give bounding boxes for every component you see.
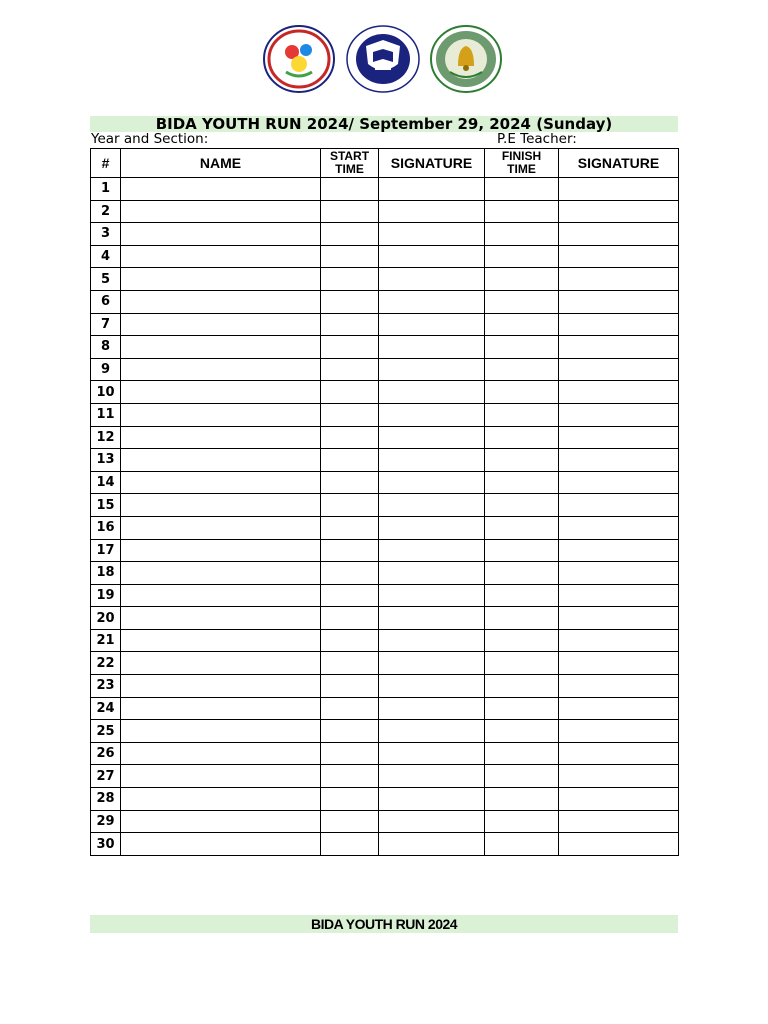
col-header-name: NAME <box>121 149 321 178</box>
name-cell[interactable] <box>121 449 321 472</box>
table-row <box>91 358 679 381</box>
signature-start-cell[interactable] <box>379 539 485 562</box>
row-number: 14 <box>91 471 121 494</box>
signature-start-cell[interactable] <box>379 584 485 607</box>
table-row <box>91 336 679 359</box>
signature-start-cell[interactable] <box>379 449 485 472</box>
row-number: 17 <box>91 539 121 562</box>
signature-finish-cell[interactable] <box>559 381 679 404</box>
name-cell[interactable] <box>121 720 321 743</box>
finish-time-cell[interactable] <box>485 290 559 313</box>
signature-finish-cell[interactable] <box>559 200 679 223</box>
finish-time-cell[interactable] <box>485 833 559 856</box>
signature-finish-cell[interactable] <box>559 697 679 720</box>
start-time-cell[interactable] <box>321 268 379 291</box>
row-number: 7 <box>91 313 121 336</box>
table-row <box>91 697 679 720</box>
col-header-number: # <box>91 149 121 178</box>
name-cell[interactable] <box>121 313 321 336</box>
name-cell[interactable] <box>121 290 321 313</box>
start-time-cell[interactable] <box>321 313 379 336</box>
table-header-row <box>91 149 679 178</box>
table-row <box>91 178 679 201</box>
signature-start-cell[interactable] <box>379 810 485 833</box>
start-time-label: TIME <box>335 162 364 176</box>
table-row <box>91 584 679 607</box>
start-time-cell[interactable] <box>321 810 379 833</box>
name-cell[interactable] <box>121 675 321 698</box>
start-time-cell[interactable] <box>321 403 379 426</box>
name-cell[interactable] <box>121 539 321 562</box>
signature-finish-cell[interactable] <box>559 720 679 743</box>
start-time-cell[interactable] <box>321 833 379 856</box>
finish-time-cell[interactable] <box>485 516 559 539</box>
table-body <box>91 178 679 856</box>
signature-start-cell[interactable] <box>379 426 485 449</box>
name-cell[interactable] <box>121 403 321 426</box>
start-time-cell[interactable] <box>321 494 379 517</box>
finish-time-cell[interactable] <box>485 358 559 381</box>
finish-time-cell[interactable] <box>485 742 559 765</box>
signature-finish-cell[interactable] <box>559 652 679 675</box>
finish-time-cell[interactable] <box>485 810 559 833</box>
table-row <box>91 607 679 630</box>
signature-finish-cell[interactable] <box>559 584 679 607</box>
row-number: 21 <box>91 629 121 652</box>
col-header-start-time <box>321 149 379 178</box>
signature-start-cell[interactable] <box>379 562 485 585</box>
finish-time-cell[interactable] <box>485 494 559 517</box>
col-header-signature-finish: SIGNATURE <box>559 149 679 178</box>
signature-finish-cell[interactable] <box>559 494 679 517</box>
table-row <box>91 788 679 811</box>
finish-time-cell[interactable] <box>485 584 559 607</box>
finish-time-cell[interactable] <box>485 471 559 494</box>
row-number: 5 <box>91 268 121 291</box>
row-number: 24 <box>91 697 121 720</box>
table-row <box>91 562 679 585</box>
start-time-cell[interactable] <box>321 426 379 449</box>
table-row <box>91 268 679 291</box>
table-row <box>91 200 679 223</box>
finish-time-cell[interactable] <box>485 652 559 675</box>
row-number: 15 <box>91 494 121 517</box>
row-number: 13 <box>91 449 121 472</box>
row-number: 12 <box>91 426 121 449</box>
name-cell[interactable] <box>121 833 321 856</box>
start-time-cell[interactable] <box>321 720 379 743</box>
start-time-cell[interactable] <box>321 607 379 630</box>
signature-start-cell[interactable] <box>379 381 485 404</box>
row-number: 1 <box>91 178 121 201</box>
row-number: 29 <box>91 810 121 833</box>
finish-time-cell[interactable] <box>485 403 559 426</box>
signature-finish-cell[interactable] <box>559 245 679 268</box>
name-cell[interactable] <box>121 245 321 268</box>
signature-finish-cell[interactable] <box>559 516 679 539</box>
table-row <box>91 539 679 562</box>
start-time-cell[interactable] <box>321 629 379 652</box>
start-time-cell[interactable] <box>321 223 379 246</box>
row-number: 28 <box>91 788 121 811</box>
start-time-cell[interactable] <box>321 471 379 494</box>
start-time-cell[interactable] <box>321 675 379 698</box>
row-number: 10 <box>91 381 121 404</box>
finish-time-cell[interactable] <box>485 200 559 223</box>
signature-start-cell[interactable] <box>379 403 485 426</box>
signature-start-cell[interactable] <box>379 607 485 630</box>
table-row <box>91 290 679 313</box>
signature-finish-cell[interactable] <box>559 290 679 313</box>
table-row <box>91 742 679 765</box>
signature-start-cell[interactable] <box>379 675 485 698</box>
name-cell[interactable] <box>121 810 321 833</box>
signature-start-cell[interactable] <box>379 268 485 291</box>
signature-start-cell[interactable] <box>379 336 485 359</box>
finish-time-cell[interactable] <box>485 223 559 246</box>
finish-label: FINISH <box>501 149 542 163</box>
signature-start-cell[interactable] <box>379 178 485 201</box>
signature-finish-cell[interactable] <box>559 403 679 426</box>
name-cell[interactable] <box>121 381 321 404</box>
table-row <box>91 516 679 539</box>
name-cell[interactable] <box>121 200 321 223</box>
row-number: 16 <box>91 516 121 539</box>
name-cell[interactable] <box>121 358 321 381</box>
col-header-finish-time <box>485 149 559 178</box>
finish-time-cell[interactable] <box>485 607 559 630</box>
name-cell[interactable] <box>121 516 321 539</box>
signature-finish-cell[interactable] <box>559 765 679 788</box>
institution-seal-logo <box>430 24 502 94</box>
signature-finish-cell[interactable] <box>559 268 679 291</box>
signature-finish-cell[interactable] <box>559 742 679 765</box>
name-cell[interactable] <box>121 607 321 630</box>
signature-start-cell[interactable] <box>379 697 485 720</box>
row-number: 4 <box>91 245 121 268</box>
name-cell[interactable] <box>121 494 321 517</box>
signature-start-cell[interactable] <box>379 494 485 517</box>
start-time-cell[interactable] <box>321 742 379 765</box>
signature-start-cell[interactable] <box>379 200 485 223</box>
start-time-cell[interactable] <box>321 697 379 720</box>
table-row <box>91 494 679 517</box>
table-row <box>91 720 679 743</box>
signature-finish-cell[interactable] <box>559 178 679 201</box>
row-number: 23 <box>91 675 121 698</box>
finish-time-cell[interactable] <box>485 336 559 359</box>
start-time-cell[interactable] <box>321 381 379 404</box>
signature-finish-cell[interactable] <box>559 313 679 336</box>
start-time-cell[interactable] <box>321 290 379 313</box>
finish-time-cell[interactable] <box>485 675 559 698</box>
signature-finish-cell[interactable] <box>559 539 679 562</box>
college-of-education-logo <box>345 24 421 94</box>
start-time-cell[interactable] <box>321 652 379 675</box>
finish-time-cell[interactable] <box>485 313 559 336</box>
table-row <box>91 810 679 833</box>
start-time-cell[interactable] <box>321 449 379 472</box>
table-row <box>91 833 679 856</box>
row-number: 26 <box>91 742 121 765</box>
table-row <box>91 652 679 675</box>
signature-finish-cell[interactable] <box>559 223 679 246</box>
table-row <box>91 426 679 449</box>
table-row <box>91 471 679 494</box>
name-cell[interactable] <box>121 336 321 359</box>
signature-finish-cell[interactable] <box>559 358 679 381</box>
signature-start-cell[interactable] <box>379 471 485 494</box>
name-cell[interactable] <box>121 652 321 675</box>
table-row <box>91 245 679 268</box>
finish-time-cell[interactable] <box>485 562 559 585</box>
name-cell[interactable] <box>121 178 321 201</box>
row-number: 9 <box>91 358 121 381</box>
year-section-label: Year and Section: <box>91 131 209 147</box>
finish-time-cell[interactable] <box>485 788 559 811</box>
row-number: 18 <box>91 562 121 585</box>
signature-finish-cell[interactable] <box>559 336 679 359</box>
footer-title: BIDA YOUTH RUN 2024 <box>90 915 678 933</box>
table-row <box>91 629 679 652</box>
sheet-title: BIDA YOUTH RUN 2024/ September 29, 2024 (Sunday) <box>90 116 678 132</box>
signature-start-cell[interactable] <box>379 742 485 765</box>
signature-finish-cell[interactable] <box>559 607 679 630</box>
finish-time-cell[interactable] <box>485 449 559 472</box>
start-label: START <box>329 149 370 163</box>
start-time-cell[interactable] <box>321 765 379 788</box>
row-number: 30 <box>91 833 121 856</box>
name-cell[interactable] <box>121 788 321 811</box>
name-cell[interactable] <box>121 584 321 607</box>
finish-time-cell[interactable] <box>485 381 559 404</box>
finish-time-cell[interactable] <box>485 178 559 201</box>
row-number: 11 <box>91 403 121 426</box>
signature-start-cell[interactable] <box>379 652 485 675</box>
finish-time-cell[interactable] <box>485 539 559 562</box>
row-number: 22 <box>91 652 121 675</box>
start-time-cell[interactable] <box>321 584 379 607</box>
finish-time-label: TIME <box>507 162 536 176</box>
row-number: 27 <box>91 765 121 788</box>
name-cell[interactable] <box>121 765 321 788</box>
finish-time-cell[interactable] <box>485 245 559 268</box>
name-cell[interactable] <box>121 742 321 765</box>
table-row <box>91 675 679 698</box>
start-time-cell[interactable] <box>321 336 379 359</box>
start-time-cell[interactable] <box>321 539 379 562</box>
start-time-cell[interactable] <box>321 178 379 201</box>
youth-development-affairs-office-logo <box>262 24 336 94</box>
signature-start-cell[interactable] <box>379 358 485 381</box>
signature-finish-cell[interactable] <box>559 675 679 698</box>
row-number: 2 <box>91 200 121 223</box>
signature-finish-cell[interactable] <box>559 449 679 472</box>
row-number: 3 <box>91 223 121 246</box>
start-time-cell[interactable] <box>321 200 379 223</box>
start-time-cell[interactable] <box>321 562 379 585</box>
signature-finish-cell[interactable] <box>559 833 679 856</box>
signature-start-cell[interactable] <box>379 720 485 743</box>
row-number: 6 <box>91 290 121 313</box>
finish-time-cell[interactable] <box>485 697 559 720</box>
name-cell[interactable] <box>121 562 321 585</box>
finish-time-cell[interactable] <box>485 629 559 652</box>
signature-finish-cell[interactable] <box>559 810 679 833</box>
signature-start-cell[interactable] <box>379 629 485 652</box>
start-time-cell[interactable] <box>321 358 379 381</box>
row-number: 20 <box>91 607 121 630</box>
signature-finish-cell[interactable] <box>559 629 679 652</box>
name-cell[interactable] <box>121 471 321 494</box>
table-row <box>91 403 679 426</box>
signature-start-cell[interactable] <box>379 245 485 268</box>
col-header-signature-start: SIGNATURE <box>379 149 485 178</box>
name-cell[interactable] <box>121 223 321 246</box>
signature-finish-cell[interactable] <box>559 426 679 449</box>
signature-finish-cell[interactable] <box>559 471 679 494</box>
signature-start-cell[interactable] <box>379 516 485 539</box>
name-cell[interactable] <box>121 268 321 291</box>
attendance-table <box>90 148 679 856</box>
row-number: 19 <box>91 584 121 607</box>
signature-start-cell[interactable] <box>379 223 485 246</box>
finish-time-cell[interactable] <box>485 268 559 291</box>
signature-start-cell[interactable] <box>379 788 485 811</box>
row-number: 8 <box>91 336 121 359</box>
table-row <box>91 313 679 336</box>
signature-start-cell[interactable] <box>379 833 485 856</box>
signature-start-cell[interactable] <box>379 765 485 788</box>
finish-time-cell[interactable] <box>485 720 559 743</box>
pe-teacher-label: P.E Teacher: <box>497 131 577 147</box>
signature-finish-cell[interactable] <box>559 562 679 585</box>
name-cell[interactable] <box>121 697 321 720</box>
signature-start-cell[interactable] <box>379 313 485 336</box>
start-time-cell[interactable] <box>321 788 379 811</box>
table-row <box>91 223 679 246</box>
finish-time-cell[interactable] <box>485 426 559 449</box>
start-time-cell[interactable] <box>321 516 379 539</box>
table-row <box>91 765 679 788</box>
signature-finish-cell[interactable] <box>559 788 679 811</box>
finish-time-cell[interactable] <box>485 765 559 788</box>
name-cell[interactable] <box>121 426 321 449</box>
name-cell[interactable] <box>121 629 321 652</box>
signature-start-cell[interactable] <box>379 290 485 313</box>
row-number: 25 <box>91 720 121 743</box>
table-row <box>91 449 679 472</box>
logos-row <box>0 24 768 94</box>
table-row <box>91 381 679 404</box>
start-time-cell[interactable] <box>321 245 379 268</box>
